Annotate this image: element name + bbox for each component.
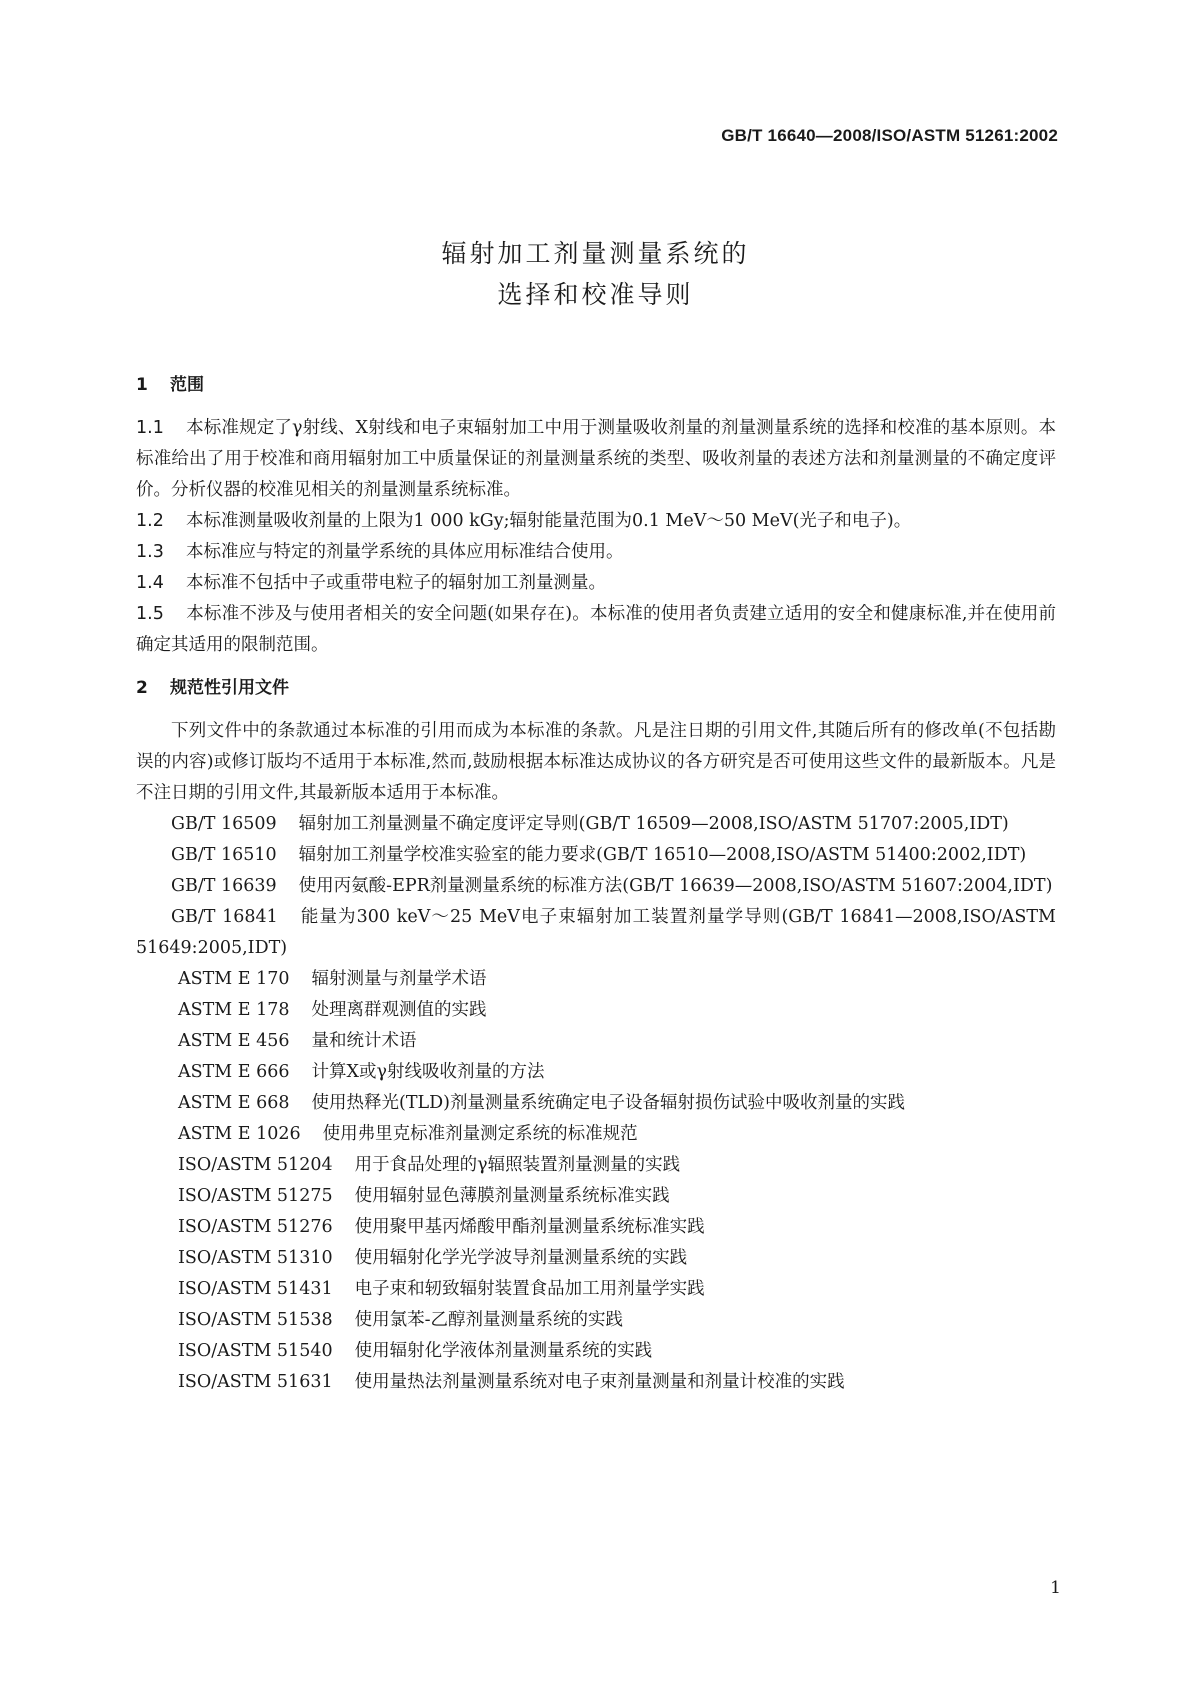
clause-text: 本标准应与特定的剂量学系统的具体应用标准结合使用。 [186,542,624,562]
reference-item [136,809,1056,840]
reference-title: 计算X或γ射线吸收剂量的方法 [311,1062,545,1082]
reference-title: 辐射测量与剂量学术语 [311,969,487,989]
section-2-heading [136,673,1056,704]
reference-item [136,1305,1056,1336]
section-number: 2 [136,678,148,698]
document-title-line2: 选择和校准导则 [497,280,694,309]
section-title: 范围 [170,375,204,395]
reference-item [136,840,1056,871]
reference-title: 使用辐射化学液体剂量测量系统的实践 [354,1341,653,1361]
reference-title: 用于食品处理的γ辐照装置剂量测量的实践 [354,1155,681,1175]
section-title: 规范性引用文件 [170,678,289,698]
reference-item [136,1088,1056,1119]
reference-item [136,1150,1056,1181]
reference-code: ISO/ASTM 51310 [178,1248,333,1268]
reference-code: ASTM E 170 [178,969,290,989]
reference-item [136,1181,1056,1212]
reference-item [136,1367,1056,1398]
reference-code: GB/T 16841 [171,907,278,927]
section-2-intro: 下列文件中的条款通过本标准的引用而成为本标准的条款。凡是注日期的引用文件,其随后所有的修改单(不包括勘误的内容)或修订版均不适用于本标准,然而,鼓励根据本标准达成协议的各方研究是否可使用这些文件的最新版本。凡是不注日期的引用文件,其最新版本适用于本标准。 [136,721,1056,803]
reference-title: 辐射加工剂量测量不确定度评定导则(GB/T 16509—2008,ISO/ASTM 51707:2005,IDT) [298,814,1009,834]
section-number: 1 [136,375,148,395]
reference-code: ASTM E 666 [178,1062,290,1082]
reference-code: ISO/ASTM 51204 [178,1155,333,1175]
reference-code: GB/T 16510 [171,845,277,865]
reference-item [136,1243,1056,1274]
reference-code: ASTM E 178 [178,1000,290,1020]
page-number: 1 [1050,1578,1061,1598]
reference-title: 使用聚甲基丙烯酸甲酯剂量测量系统标准实践 [354,1217,705,1237]
reference-title: 电子束和轫致辐射装置食品加工用剂量学实践 [354,1279,705,1299]
reference-code: ISO/ASTM 51631 [178,1372,333,1392]
reference-title: 量和统计术语 [311,1031,417,1051]
reference-item [136,1336,1056,1367]
reference-code: GB/T 16639 [171,876,277,896]
section-1-heading [136,370,1056,401]
reference-code: ISO/ASTM 51540 [178,1341,333,1361]
reference-code: ISO/ASTM 51431 [178,1279,333,1299]
clause-1-5 [136,599,1056,661]
clause-number: 1.2 [136,511,164,531]
clause-number: 1.5 [136,604,164,624]
clause-number: 1.3 [136,542,164,562]
clause-number: 1.1 [136,418,164,438]
reference-title: 使用氯苯-乙醇剂量测量系统的实践 [354,1310,624,1330]
reference-code: ASTM E 668 [178,1093,290,1113]
reference-code: ISO/ASTM 51276 [178,1217,333,1237]
clause-number: 1.4 [136,573,164,593]
reference-item [136,871,1056,902]
standard-code: GB/T 16640—2008/ISO/ASTM 51261:2002 [721,126,1058,145]
reference-item [136,1057,1056,1088]
reference-title: 使用辐射显色薄膜剂量测量系统标准实践 [354,1186,670,1206]
reference-item [136,995,1056,1026]
document-body [136,370,1056,1398]
clause-1-4 [136,568,1056,599]
reference-item [136,1274,1056,1305]
reference-code: ISO/ASTM 51538 [178,1310,333,1330]
reference-code: ISO/ASTM 51275 [178,1186,333,1206]
reference-title: 使用热释光(TLD)剂量测量系统确定电子设备辐射损伤试验中吸收剂量的实践 [311,1093,906,1113]
clause-text: 本标准规定了γ射线、X射线和电子束辐射加工中用于测量吸收剂量的剂量测量系统的选择和校准的基本原则。本标准给出了用于校准和商用辐射加工中质量保证的剂量测量系统的类型、吸收剂量的表述方法和剂量测量的不确定度评价。分析仪器的校准见相关的剂量测量系统标准。 [136,418,1056,500]
clause-text: 本标准不包括中子或重带电粒子的辐射加工剂量测量。 [186,573,606,593]
reference-title: 能量为300 keV～25 MeV电子束辐射加工装置剂量学导则(GB/T 16841—2008,ISO/ASTM 51649:2005,IDT) [136,907,1056,958]
reference-title: 辐射加工剂量学校准实验室的能力要求(GB/T 16510—2008,ISO/ASTM 51400:2002,IDT) [298,845,1027,865]
reference-code: ASTM E 456 [178,1031,290,1051]
reference-code: GB/T 16509 [171,814,277,834]
reference-title: 使用辐射化学光学波导剂量测量系统的实践 [354,1248,688,1268]
reference-item [136,1119,1056,1150]
reference-item [136,1026,1056,1057]
clause-1-3 [136,537,1056,568]
clause-1-2 [136,506,1056,537]
reference-code: ASTM E 1026 [178,1124,301,1144]
reference-title: 使用丙氨酸-EPR剂量测量系统的标准方法(GB/T 16639—2008,ISO/ASTM 51607:2004,IDT) [298,876,1053,896]
reference-item [136,1212,1056,1243]
document-title-line1: 辐射加工剂量测量系统的 [441,239,750,268]
clause-text: 本标准不涉及与使用者相关的安全问题(如果存在)。本标准的使用者负责建立适用的安全和健康标准,并在使用前确定其适用的限制范围。 [136,604,1056,655]
reference-title: 使用弗里克标准剂量测定系统的标准规范 [322,1124,638,1144]
clause-1-1 [136,413,1056,506]
reference-title: 使用量热法剂量测量系统对电子束剂量测量和剂量计校准的实践 [354,1372,845,1392]
reference-item [136,964,1056,995]
reference-item [136,902,1056,964]
reference-title: 处理离群观测值的实践 [311,1000,487,1020]
clause-text: 本标准测量吸收剂量的上限为1 000 kGy;辐射能量范围为0.1 MeV～50 MeV(光子和电子)。 [186,511,912,531]
